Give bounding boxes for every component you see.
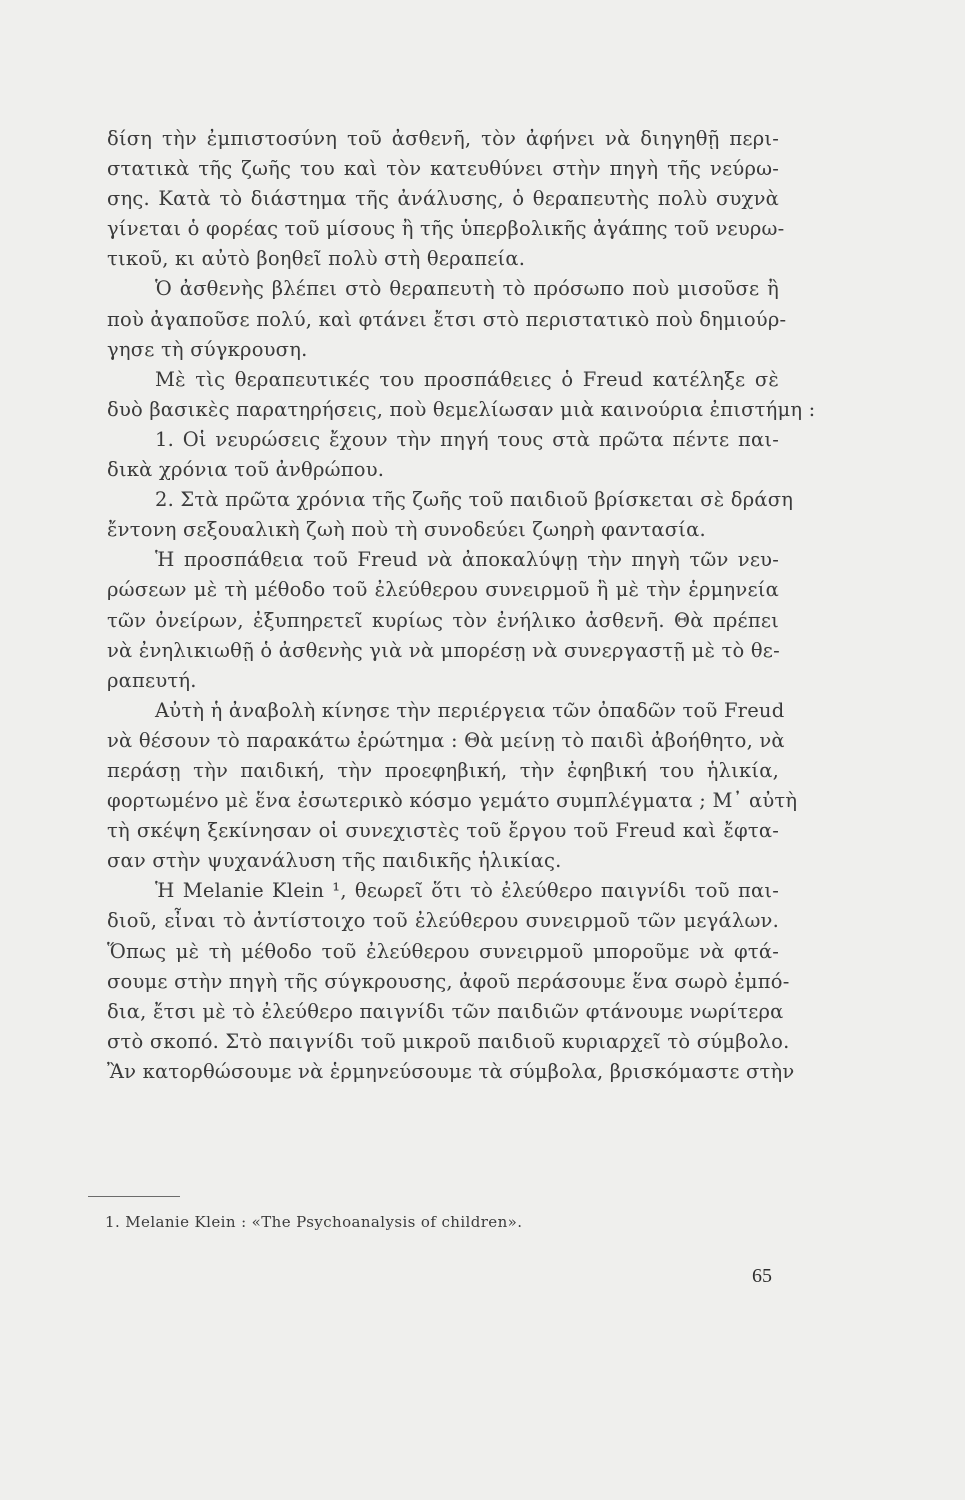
text-line: δίση τὴν ἐμπιστοσύνη τοῦ ἀσθενῆ, τὸν ἀφήνει νὰ διηγηθῇ περι- bbox=[107, 127, 779, 150]
text-line: σαν στὴν ψυχανάλυση τῆς παιδικῆς ἡλικίας. bbox=[107, 849, 562, 873]
text-line: ἔντονη σεξουαλικὴ ζωὴ ποὺ τὴ συνοδεύει ζωηρὴ φαντασία. bbox=[107, 518, 706, 542]
page-number: 65 bbox=[752, 1265, 772, 1287]
text-line: στατικὰ τῆς ζωῆς του καὶ τὸν κατευθύνει στὴν πηγὴ τῆς νεύρω- bbox=[107, 157, 779, 181]
text-line: δικὰ χρόνια τοῦ ἀνθρώπου. bbox=[107, 458, 385, 482]
footnote: 1. Melanie Klein : «The Psychoanalysis of children». bbox=[105, 1213, 523, 1231]
text-line: Ἂν κατορθώσουμε νὰ ἑρμηνεύσουμε τὰ σύμβολα, βρισκόμαστε στὴν bbox=[107, 1059, 795, 1083]
text-line: σουμε στὴν πηγὴ τῆς σύγκρουσης, ἀφοῦ περάσουμε ἕνα σωρὸ ἐμπό- bbox=[107, 969, 790, 993]
text-line: τῶν ὀνείρων, ἐξυπηρετεῖ κυρίως τὸν ἐνήλικο ἀσθενῆ. Θὰ πρέπει bbox=[107, 608, 779, 632]
text-line: νὰ θέσουν τὸ παρακάτω ἐρώτημα : Θὰ μείνῃ τὸ παιδὶ ἀβοήθητο, νὰ bbox=[107, 728, 785, 752]
body-text bbox=[107, 124, 816, 1087]
text-line: Αὐτὴ ἡ ἀναβολὴ κίνησε τὴν περιέργεια τῶν ὀπαδῶν τοῦ Freud bbox=[155, 698, 785, 722]
text-line: δυὸ βασικὲς παρατηρήσεις, ποὺ θεμελίωσαν μιὰ καινούρια ἐπιστήμη : bbox=[107, 397, 816, 421]
text-line: νὰ ἐνηλικιωθῇ ὁ ἀσθενὴς γιὰ νὰ μπορέσῃ νὰ συνεργαστῇ μὲ τὸ θε- bbox=[107, 638, 780, 662]
text-line: ρώσεων μὲ τὴ μέθοδο τοῦ ἐλεύθερου συνειρμοῦ ἢ μὲ τὴν ἑρμηνεία bbox=[107, 578, 779, 602]
text-line: Ἡ Melanie Klein ¹, θεωρεῖ ὅτι τὸ ἐλεύθερο παιγνίδι τοῦ παι- bbox=[155, 879, 779, 903]
text-line: τὴ σκέψη ξεκίνησαν οἱ συνεχιστὲς τοῦ ἔργου τοῦ Freud καὶ ἔφτα- bbox=[107, 819, 779, 843]
text-line: Ἡ προσπάθεια τοῦ Freud νὰ ἀποκαλύψῃ τὴν πηγὴ τῶν νευ- bbox=[155, 548, 779, 572]
text-line: γίνεται ὁ φορέας τοῦ μίσους ἢ τῆς ὑπερβολικῆς ἀγάπης τοῦ νευρω- bbox=[107, 217, 785, 241]
footnote-divider bbox=[88, 1196, 180, 1197]
text-line: γησε τὴ σύγκρουση. bbox=[107, 337, 308, 361]
text-line: 2. Στὰ πρῶτα χρόνια τῆς ζωῆς τοῦ παιδιοῦ βρίσκεται σὲ δράση bbox=[155, 488, 794, 512]
text-line: περάσῃ τὴν παιδική, τὴν προεφηβική, τὴν ἐφηβική του ἡλικία, bbox=[107, 758, 779, 782]
text-line: ραπευτή. bbox=[107, 668, 197, 692]
text-line: σης. Κατὰ τὸ διάστημα τῆς ἀνάλυσης, ὁ θεραπευτὴς πολὺ συχνὰ bbox=[107, 187, 779, 211]
text-line: Ὁ ἀσθενὴς βλέπει στὸ θεραπευτὴ τὸ πρόσωπο ποὺ μισοῦσε ἢ bbox=[155, 277, 779, 301]
text-line: 1. Οἱ νευρώσεις ἔχουν τὴν πηγή τους στὰ πρῶτα πέντε παι- bbox=[155, 427, 779, 451]
text-line: δια, ἔτσι μὲ τὸ ἐλεύθερο παιγνίδι τῶν παιδιῶν φτάνουμε νωρίτερα bbox=[107, 999, 784, 1023]
text-line: φορτωμένο μὲ ἕνα ἐσωτερικὸ κόσμο γεμάτο συμπλέγματα ; Μ᾽ αὐτὴ bbox=[107, 789, 798, 813]
text-line: τικοῦ, κι αὐτὸ βοηθεῖ πολὺ στὴ θεραπεία. bbox=[107, 247, 526, 271]
text-line: Ὅπως μὲ τὴ μέθοδο τοῦ ἐλεύθερου συνειρμοῦ μποροῦμε νὰ φτά- bbox=[107, 939, 779, 963]
text-line: στὸ σκοπό. Στὸ παιγνίδι τοῦ μικροῦ παιδιοῦ κυριαρχεῖ τὸ σύμβολο. bbox=[107, 1029, 790, 1053]
text-line: Μὲ τὶς θεραπευτικές του προσπάθειες ὁ Freud κατέληξε σὲ bbox=[155, 367, 779, 391]
text-line: διοῦ, εἶναι τὸ ἀντίστοιχο τοῦ ἐλεύθερου συνειρμοῦ τῶν μεγάλων. bbox=[107, 909, 779, 933]
text-line: ποὺ ἀγαποῦσε πολύ, καὶ φτάνει ἔτσι στὸ περιστατικὸ ποὺ δημιούρ- bbox=[107, 307, 787, 331]
